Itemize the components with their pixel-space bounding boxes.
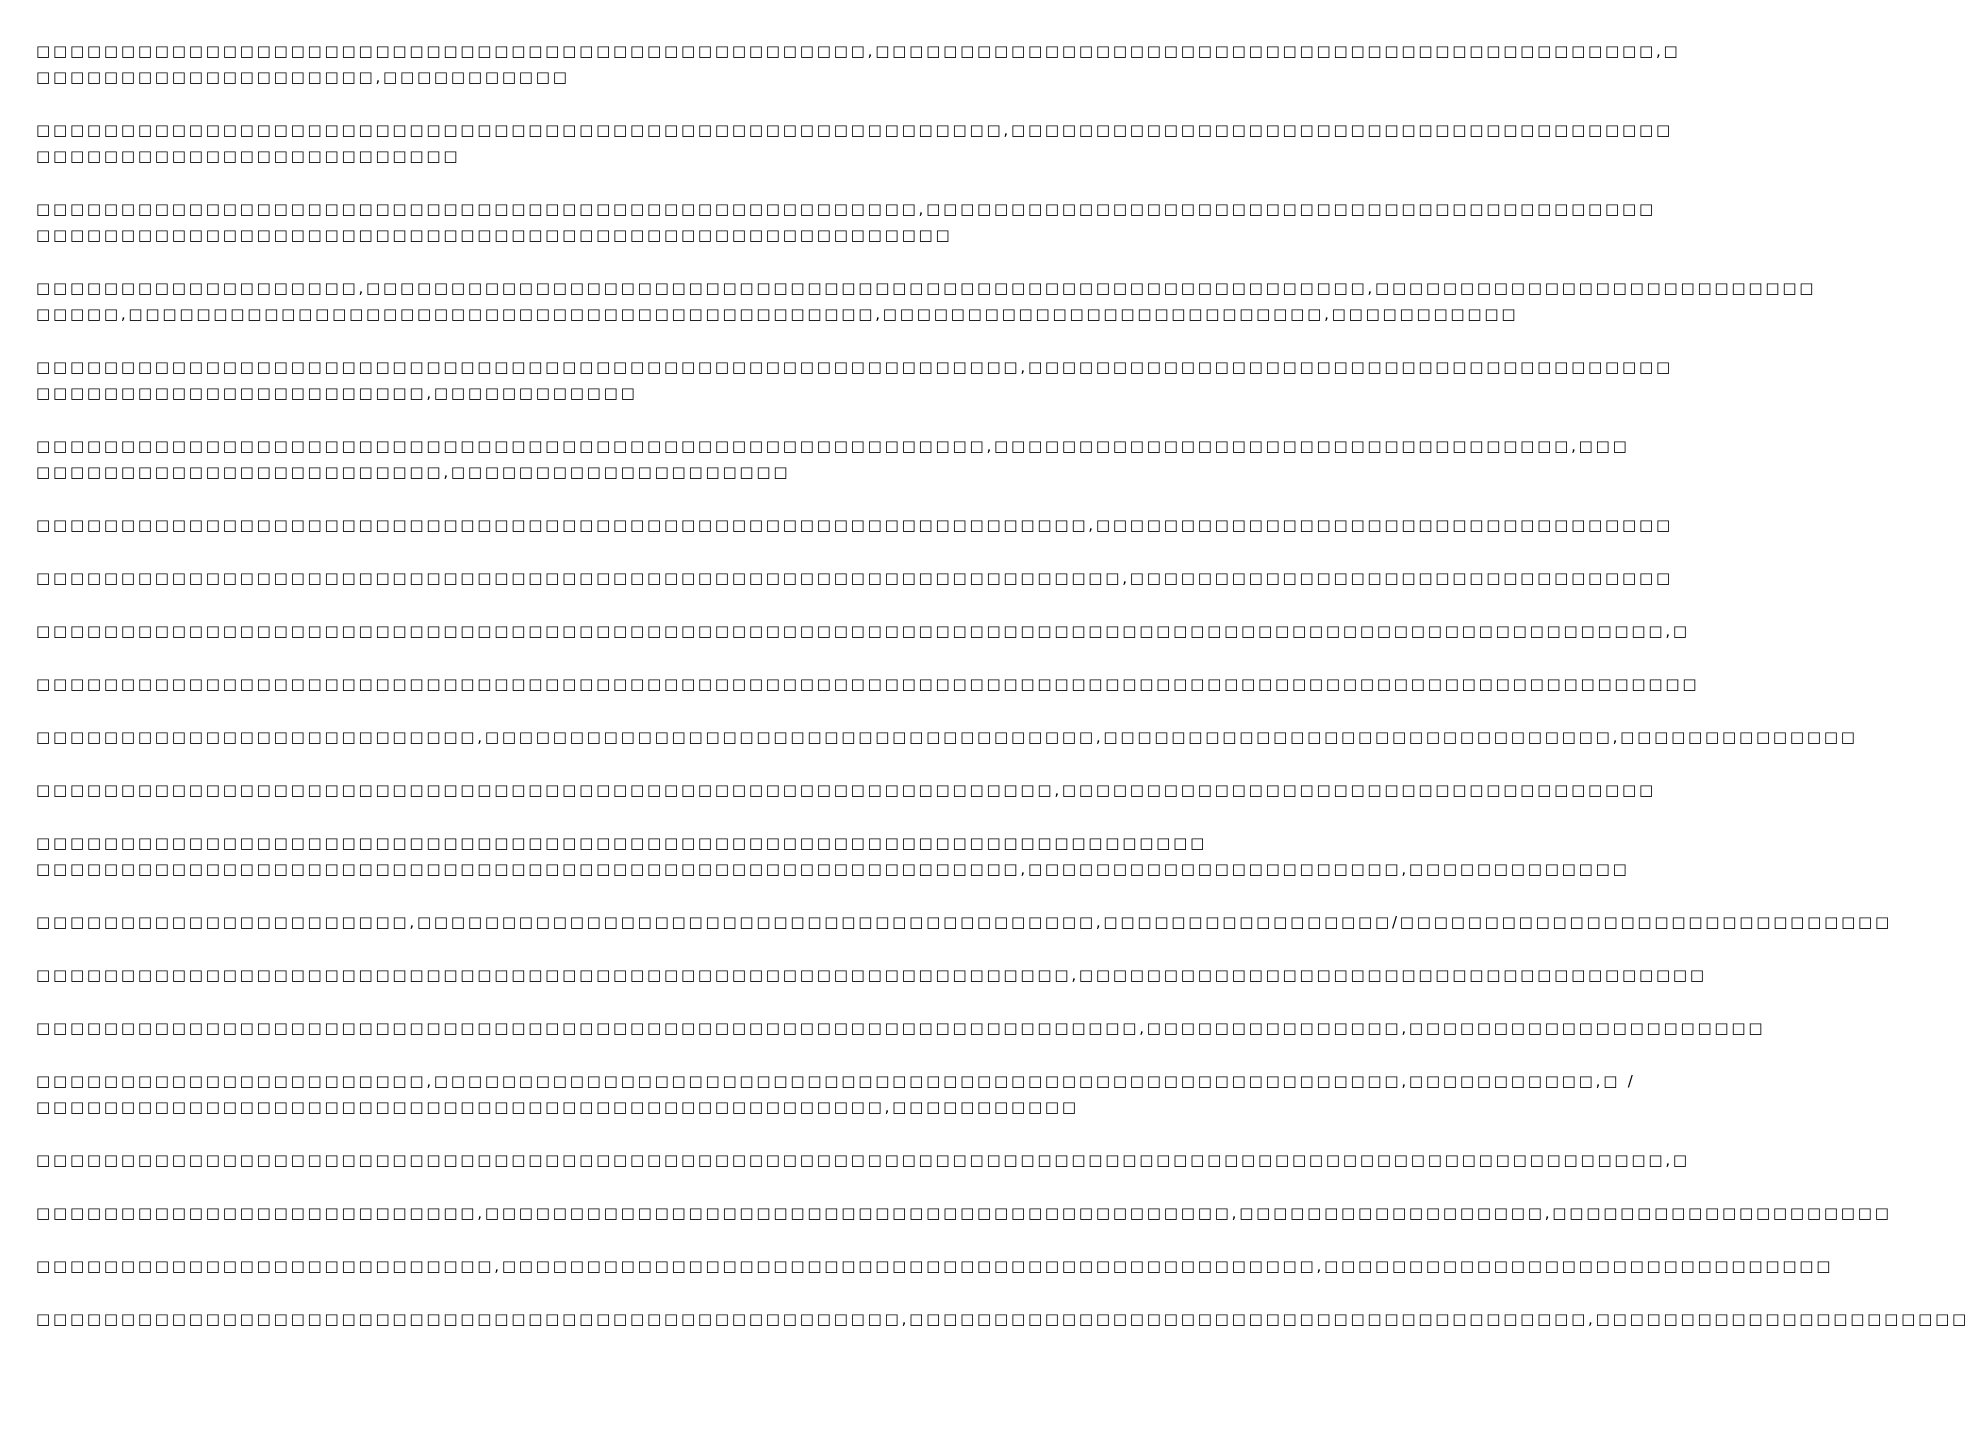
paragraph [36,1200,1892,1226]
paragraph-line: □□□□□□□□□□□□□□□□□□□□□□□□,□□□□□□□□□□□□□□□□□□□□ [36,463,791,481]
paragraph-line: □□□□□□□□□□□□□□□□□□□,□□□□□□□□□□□□□□□□□□□□□□□□□□□□□□□□□□□□□□□□□□□□□□□□□□□□□□□□□□□,□□□□□□□□□□□□□□□□□□□□□□□□□□ [36,279,1817,297]
paragraph [36,724,1858,750]
paragraph [36,433,1630,485]
paragraph-line: □□□□□□□□□□□□□□□□□□□□□□□□□□□□□□□□□□□□□□□□□□□□□□□□□□□□□□□□□□□□□□□□□,□□□□□□□□□□□□□□□,□□□□□□□□□□□□□□□□□□□□□ [36,1019,1766,1037]
paragraph-line: □□□□□□□□□□□□□□□□□□□□□□□□□□□□□□□□□□□□□□□□□□□□□□□□□□□□□□□□,□□□□□□□□□□□□□□□□□□□□□□□□□□□□□□□□□□,□□□ [36,437,1630,455]
paragraph-line: □□□□□□□□□□□□□□□□□□□□□□□,□□□□□□□□□□□□ [36,384,638,402]
paragraph [36,1015,1766,1041]
paragraph [36,565,1673,591]
document-page [36,38,1969,1359]
paragraph-line: □□□□□□□□□□□□□□□□□□□□□□□□□□□,□□□□□□□□□□□□□□□□□□□□□□□□□□□□□□□□□□□□□□□□□□□□□□□□,□□□□□□□□□□□□□□□□□□□□□□□□□□□□□□ [36,1257,1834,1275]
paragraph [36,1306,1969,1332]
paragraph-line: □□□□□□□□□□□□□□□□□□□□□□□□□□□□□□□□□□□□□□□□□□□□□□□□□□□,□□□□□□□□□□□□□□□□□□□□□□□□□□□□□□□□□□□□□□□□,□□□□□□□□□□□□□□□□□□□□□□ [36,1310,1969,1328]
paragraph-line: □□□□□□□□□□□□□□□□□□□□□□□□□ [36,147,461,165]
paragraph-line: □□□□□□□□□□□□□□□□□□□□□□□□□□□□□□□□□□□□□□□□□□□□□□□□□□□□,□□□□□□□□□□□□□□□□□□□□□□□□□□□□□□□□□□□□□□□□□□□ [36,200,1656,218]
paragraph-line: □□□□□□□□□□□□□□□□□□□□□□□□□□,□□□□□□□□□□□□□□□□□□□□□□□□□□□□□□□□□□□□,□□□□□□□□□□□□□□□□□□□□□□□□□□□□□□,□□□□□□□□□□□□□□ [36,728,1858,746]
paragraph [36,196,1656,248]
paragraph [36,1068,1636,1120]
paragraph-line: □□□□□□□□□□□□□□□□□□□□□□□□□□□□□□□□□□□□□□□□□□□□□□□□□□□□□□□□□□□□□,□□□□□□□□□□□□□□□□□□□□□□□□□□□□□□□□□□□□□ [36,966,1707,984]
paragraph-line: □□□□□□□□□□□□□□□□□□□□□□□□□□□□□□□□□□□□□□□□□□□□□□□□□□□□□□□□□□□□□□□□□□□□□□□□□□□□□□□□□□□□□□□□□□□□□□□□,□ [36,622,1690,640]
paragraph-line: □□□□□□□□□□□□□□□□□□□□□□□□□□,□□□□□□□□□□□□□□□□□□□□□□□□□□□□□□□□□□□□□□□□□□□□,□□□□□□□□□□□□□□□□□□,□□□□□□□□□□□□□□□□□□□□ [36,1204,1892,1222]
paragraph-line: □□□□□□□□□□□□□□□□□□□□□□□□□□□□□□□□□□□□□□□□□□□□□□□□□□□□□□□□□□□□□□□□□□□□□□□□□□□□□□□□□□□□□□□□□□□□□□□□□□ [36,675,1700,693]
paragraph-line: □□□□□,□□□□□□□□□□□□□□□□□□□□□□□□□□□□□□□□□□□□□□□□□□□□,□□□□□□□□□□□□□□□□□□□□□□□□□□,□□□□□□□□□□□ [36,305,1519,323]
paragraph-line: □□□□□□□□□□□□□□□□□□□□□□□□□□□□□□□□□□□□□□□□□□□□□□□□□□□□□□ [36,226,953,244]
paragraph-line: □□□□□□□□□□□□□□□□□□□□□□□□□□□□□□□□□□□□□□□□□□□□□□□□□□□□□□□□□□□□□□,□□□□□□□□□□□□□□□□□□□□□□□□□□□□□□□□□□ [36,516,1673,534]
paragraph [36,962,1707,988]
paragraph [36,618,1690,644]
paragraph-line: □□□□□□□□□□□□□□□□□□□□,□□□□□□□□□□□ [36,68,570,86]
paragraph [36,777,1656,803]
paragraph [36,512,1673,538]
paragraph-line: □□□□□□□□□□□□□□□□□□□□□□,□□□□□□□□□□□□□□□□□□□□□□□□□□□□□□□□□□□□□□□□,□□□□□□□□□□□□□□□□□/□□□□□□□□□□□□□□□□□□□□□□□□□□□□□ [36,913,1893,931]
paragraph-line: □□□□□□□□□□□□□□□□□□□□□□□□□□□□□□□□□□□□□□□□□□□□□□□□□□,□□□□□□□□□□□ [36,1098,1079,1116]
paragraph [36,354,1673,406]
paragraph-line: □□□□□□□□□□□□□□□□□□□□□□□□□□□□□□□□□□□□□□□□□□□□□□□□□□□□□□□□□,□□□□□□□□□□□□□□□□□□□□□□□□□□□□□□□□□□□□□□□ [36,121,1673,139]
paragraph-line: □□□□□□□□□□□□□□□□□□□□□□□□□□□□□□□□□□□□□□□□□□□□□□□□□□□□□□□□□□□□,□□□□□□□□□□□□□□□□□□□□□□□□□□□□□□□□□□□ [36,781,1656,799]
paragraph [36,117,1673,169]
paragraph [36,275,1817,327]
paragraph [36,1147,1690,1173]
paragraph-line: □□□□□□□□□□□□□□□□□□□□□□□,□□□□□□□□□□□□□□□□□□□□□□□□□□□□□□□□□□□□□□□□□□□□□□□□□□□□□□□□□,□□□□□□□□□□□,□ / [36,1072,1636,1090]
paragraph [36,830,1630,882]
paragraph-line: □□□□□□□□□□□□□□□□□□□□□□□□□□□□□□□□□□□□□□□□□□□□□□□□□□□□□□□□□□,□□□□□□□□□□□□□□□□□□□□□□□□□□□□□□□□□□□□□□ [36,358,1673,376]
paragraph-line: □□□□□□□□□□□□□□□□□□□□□□□□□□□□□□□□□□□□□□□□□□□□□□□□□□□□□□□□□□□□□□□□,□□□□□□□□□□□□□□□□□□□□□□□□□□□□□□□□ [36,569,1673,587]
paragraph [36,671,1700,697]
paragraph-line: □□□□□□□□□□□□□□□□□□□□□□□□□□□□□□□□□□□□□□□□□□□□□□□□□□□□□□□□□□□□□□□□□□□□□□□□□□□□□□□□□□□□□□□□□□□□□□□□,□ [36,1151,1690,1169]
paragraph [36,909,1893,935]
paragraph-line: □□□□□□□□□□□□□□□□□□□□□□□□□□□□□□□□□□□□□□□□□□□□□□□□□□□□□□□□□□□□□□□□□□□□□ [36,834,1208,852]
paragraph [36,38,1681,90]
paragraph-line: □□□□□□□□□□□□□□□□□□□□□□□□□□□□□□□□□□□□□□□□□□□□□□□□□□□□□□□□□□,□□□□□□□□□□□□□□□□□□□□□□,□□□□□□□□□□□□□ [36,860,1630,878]
paragraph-line: □□□□□□□□□□□□□□□□□□□□□□□□□□□□□□□□□□□□□□□□□□□□□□□□□,□□□□□□□□□□□□□□□□□□□□□□□□□□□□□□□□□□□□□□□□□□□□□□,□ [36,42,1681,60]
paragraph [36,1253,1834,1279]
